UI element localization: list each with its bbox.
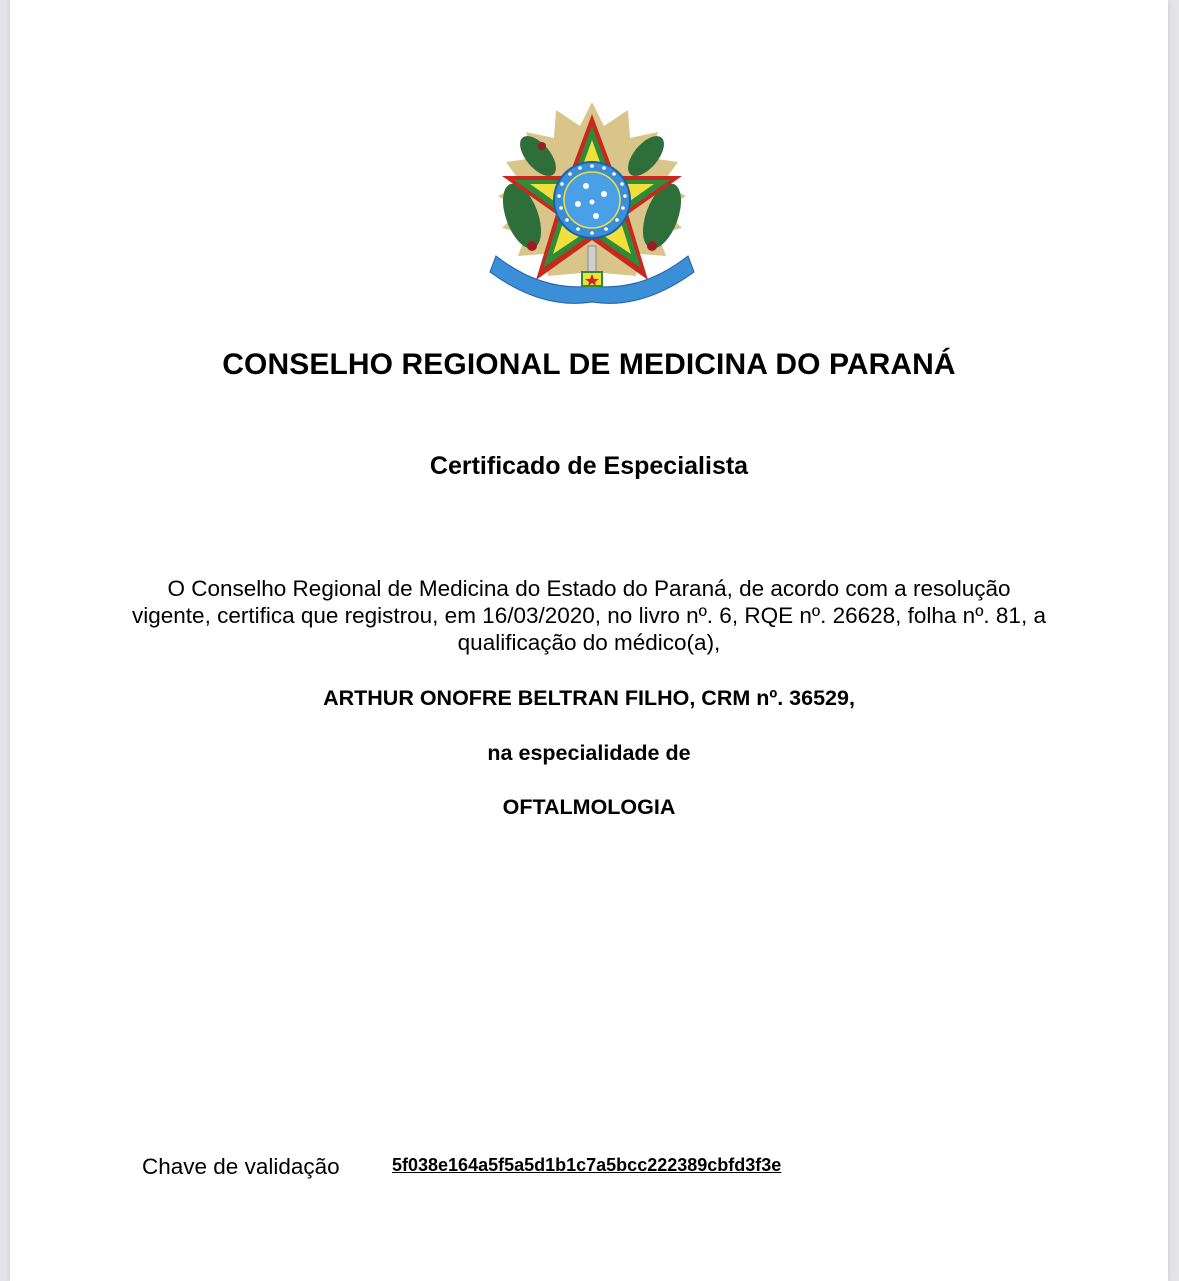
validation-key-link[interactable]: 5f038e164a5f5a5d1b1c7a5bcc222389cbfd3f3e	[392, 1155, 782, 1175]
certificate-subtitle: Certificado de Especialista	[429, 452, 749, 480]
council-title: CONSELHO REGIONAL DE MEDICINA DO PARANÁ	[222, 348, 956, 381]
specialty-intro: na especialidade de	[487, 741, 691, 765]
specialty-name: OFTALMOLOGIA	[502, 795, 676, 819]
doctor-name: ARTHUR ONOFRE BELTRAN FILHO, CRM nº. 36529,	[323, 686, 855, 710]
certificate-page	[10, 0, 1168, 1281]
certificate-body-text: O Conselho Regional de Medicina do Estado do Paraná, de acordo com a resolução vigente, certifica que registrou, em 16/03/2020, no livro nº. 6, RQE nº. 26628, folha nº. 81, a qualificação do médico(a),	[132, 576, 1046, 655]
brazil-coat-of-arms-icon	[482, 96, 702, 316]
validation-key-label: Chave de validação	[142, 1154, 340, 1179]
